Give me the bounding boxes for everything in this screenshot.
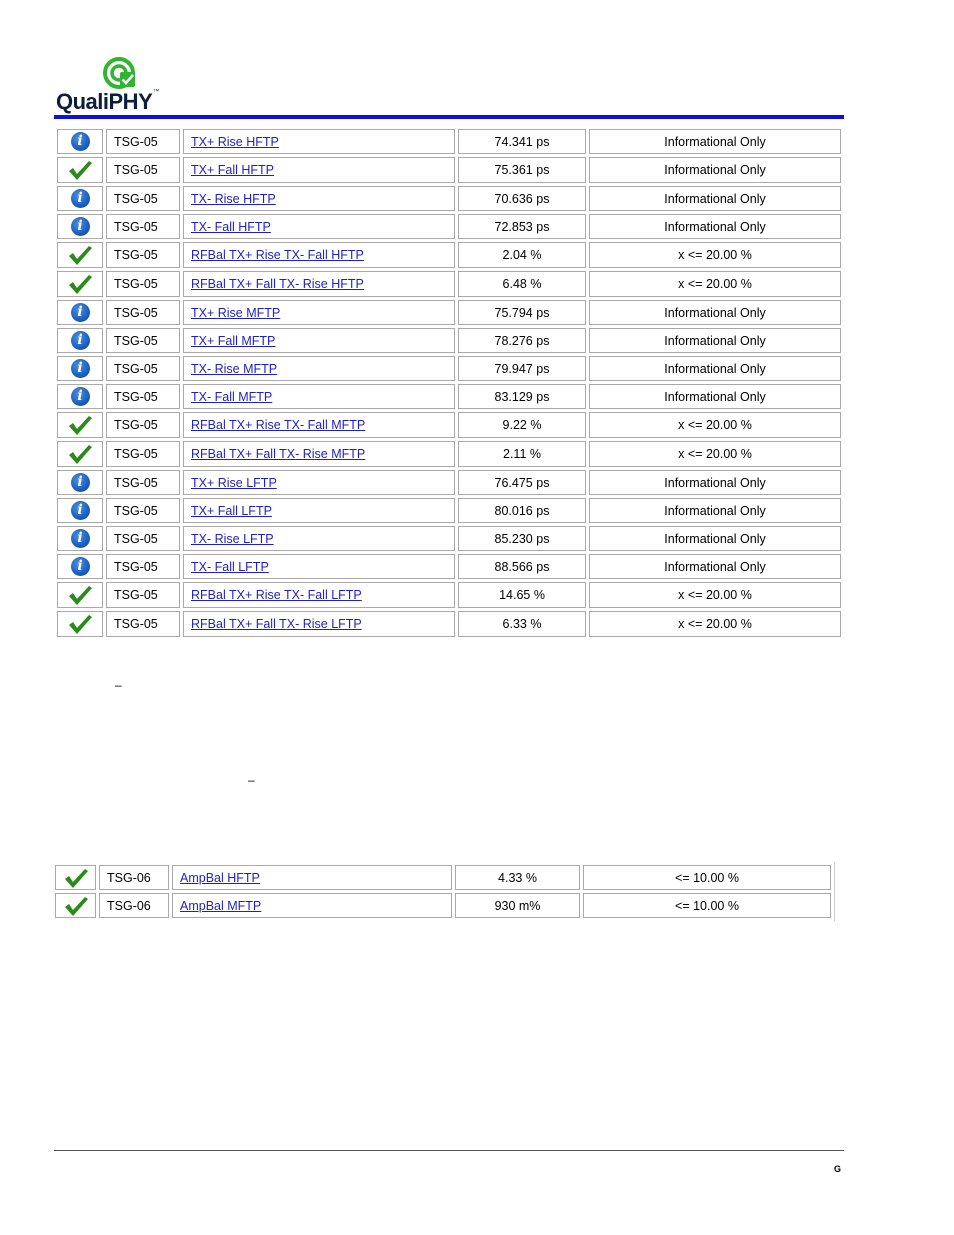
- test-name-cell: [183, 384, 455, 409]
- measured-value-cell: 6.33 %: [458, 611, 586, 637]
- status-cell: [57, 470, 103, 495]
- test-name-link[interactable]: TX- Fall HFTP: [191, 219, 271, 234]
- info-icon: i: [71, 359, 90, 378]
- pass-check-icon: [67, 244, 93, 266]
- limit-cell: x <= 20.00 %: [589, 242, 841, 268]
- test-name-link[interactable]: TX+ Rise MFTP: [191, 305, 281, 320]
- result-row: [57, 328, 841, 353]
- result-row: [57, 356, 841, 381]
- limit-cell: Informational Only: [589, 214, 841, 239]
- result-row: [55, 865, 831, 890]
- test-name-link[interactable]: TX+ Fall LFTP: [191, 503, 272, 518]
- test-name-link[interactable]: RFBal TX+ Fall TX- Rise LFTP: [191, 617, 362, 631]
- test-name-link[interactable]: RFBal TX+ Rise TX- Fall HFTP: [191, 248, 364, 262]
- test-name-link[interactable]: AmpBal HFTP: [180, 870, 260, 885]
- pass-check-icon: [67, 159, 93, 181]
- info-icon: i: [71, 217, 90, 236]
- measured-value-cell: 6.48 %: [458, 271, 586, 297]
- info-icon: i: [71, 331, 90, 350]
- info-icon: i: [71, 132, 90, 151]
- test-name-cell: [183, 157, 455, 183]
- status-cell: [57, 356, 103, 381]
- status-cell: [57, 441, 103, 467]
- status-cell: [57, 186, 103, 211]
- test-name-cell: [183, 242, 455, 268]
- result-row: [57, 186, 841, 211]
- info-icon: i: [71, 473, 90, 492]
- limit-cell: <= 10.00 %: [583, 865, 831, 890]
- status-cell: [57, 129, 103, 154]
- test-name-link[interactable]: RFBal TX+ Fall TX- Rise HFTP: [191, 277, 364, 291]
- measured-value-cell: 80.016 ps: [458, 498, 586, 523]
- result-row: [57, 214, 841, 239]
- measured-value-cell: 2.04 %: [458, 242, 586, 268]
- tsg05-results-table: [54, 126, 844, 640]
- info-icon: i: [71, 189, 90, 208]
- qualiphy-logo: [56, 56, 256, 116]
- status-cell: [55, 893, 96, 918]
- info-icon: i: [71, 387, 90, 406]
- test-name-link[interactable]: TX- Rise MFTP: [191, 361, 278, 376]
- test-name-cell: [183, 300, 455, 325]
- page-marker: G: [834, 1164, 842, 1174]
- limit-cell: Informational Only: [589, 129, 841, 154]
- footer-rule: [54, 1150, 844, 1151]
- test-name-link[interactable]: AmpBal MFTP: [180, 898, 262, 913]
- test-name-link[interactable]: RFBal TX+ Rise TX- Fall MFTP: [191, 418, 366, 432]
- test-name-link[interactable]: TX+ Rise HFTP: [191, 134, 279, 149]
- result-row: [57, 526, 841, 551]
- limit-cell: Informational Only: [589, 526, 841, 551]
- test-id-cell: TSG-06: [99, 893, 169, 918]
- logo-trademark: ™: [153, 89, 159, 95]
- result-row: [57, 611, 841, 637]
- status-cell: [57, 242, 103, 268]
- test-id-cell: TSG-05: [106, 157, 180, 183]
- test-name-cell: [183, 441, 455, 467]
- measured-value-cell: 14.65 %: [458, 582, 586, 608]
- result-row: [57, 157, 841, 183]
- test-name-cell: [183, 526, 455, 551]
- test-name-cell: [183, 328, 455, 353]
- pass-check-icon: [67, 443, 93, 465]
- status-cell: [57, 412, 103, 438]
- test-id-cell: TSG-05: [106, 356, 180, 381]
- test-name-link[interactable]: TX+ Fall MFTP: [191, 333, 276, 348]
- measured-value-cell: 79.947 ps: [458, 356, 586, 381]
- status-cell: [57, 328, 103, 353]
- limit-cell: x <= 20.00 %: [589, 582, 841, 608]
- limit-cell: Informational Only: [589, 300, 841, 325]
- test-name-cell: [183, 611, 455, 637]
- measured-value-cell: 75.794 ps: [458, 300, 586, 325]
- measured-value-cell: 78.276 ps: [458, 328, 586, 353]
- test-id-cell: TSG-05: [106, 526, 180, 551]
- limit-cell: x <= 20.00 %: [589, 441, 841, 467]
- pass-check-icon: [67, 584, 93, 606]
- result-row: [57, 554, 841, 579]
- info-icon: i: [71, 501, 90, 520]
- test-id-cell: TSG-05: [106, 611, 180, 637]
- test-name-link[interactable]: TX- Rise LFTP: [191, 531, 274, 546]
- limit-cell: Informational Only: [589, 384, 841, 409]
- result-row: [57, 300, 841, 325]
- measured-value-cell: 85.230 ps: [458, 526, 586, 551]
- measured-value-cell: 83.129 ps: [458, 384, 586, 409]
- test-id-cell: TSG-05: [106, 328, 180, 353]
- measured-value-cell: 72.853 ps: [458, 214, 586, 239]
- pass-check-icon: [67, 414, 93, 436]
- test-name-cell: [183, 498, 455, 523]
- test-id-cell: TSG-06: [99, 865, 169, 890]
- measured-value-cell: 75.361 ps: [458, 157, 586, 183]
- test-name-cell: [183, 470, 455, 495]
- info-icon: i: [71, 557, 90, 576]
- measured-value-cell: 88.566 ps: [458, 554, 586, 579]
- test-name-cell: [183, 356, 455, 381]
- pass-check-icon: [67, 613, 93, 635]
- test-name-link[interactable]: TX- Fall LFTP: [191, 559, 269, 574]
- stray-dash-2: –: [248, 773, 255, 787]
- status-cell: [57, 300, 103, 325]
- limit-cell: Informational Only: [589, 328, 841, 353]
- status-cell: [57, 554, 103, 579]
- limit-cell: Informational Only: [589, 186, 841, 211]
- result-row: [57, 129, 841, 154]
- pass-check-icon: [67, 273, 93, 295]
- test-name-cell: [183, 129, 455, 154]
- pass-check-icon: [63, 867, 89, 889]
- stray-dash-1: –: [115, 678, 122, 692]
- measured-value-cell: 76.475 ps: [458, 470, 586, 495]
- test-id-cell: TSG-05: [106, 498, 180, 523]
- status-cell: [57, 611, 103, 637]
- test-id-cell: TSG-05: [106, 214, 180, 239]
- status-cell: [55, 865, 96, 890]
- status-cell: [57, 498, 103, 523]
- limit-cell: <= 10.00 %: [583, 893, 831, 918]
- test-name-cell: [183, 214, 455, 239]
- test-id-cell: TSG-05: [106, 129, 180, 154]
- measured-value-cell: 2.11 %: [458, 441, 586, 467]
- info-icon: i: [71, 303, 90, 322]
- header-rule: [54, 115, 844, 119]
- measured-value-cell: 74.341 ps: [458, 129, 586, 154]
- limit-cell: Informational Only: [589, 470, 841, 495]
- test-id-cell: TSG-05: [106, 186, 180, 211]
- test-id-cell: TSG-05: [106, 242, 180, 268]
- limit-cell: x <= 20.00 %: [589, 412, 841, 438]
- result-row: [57, 441, 841, 467]
- test-name-cell: [172, 865, 452, 890]
- test-name-link[interactable]: TX- Rise HFTP: [191, 191, 276, 206]
- logo-target-check-icon: [103, 56, 137, 90]
- test-name-cell: [172, 893, 452, 918]
- limit-cell: x <= 20.00 %: [589, 611, 841, 637]
- test-name-link[interactable]: TX+ Rise LFTP: [191, 475, 277, 490]
- result-row: [57, 412, 841, 438]
- result-row: [57, 582, 841, 608]
- test-name-link[interactable]: TX+ Fall HFTP: [191, 163, 274, 177]
- status-cell: [57, 157, 103, 183]
- measured-value-cell: 4.33 %: [455, 865, 580, 890]
- test-name-cell: [183, 412, 455, 438]
- limit-cell: Informational Only: [589, 498, 841, 523]
- pass-check-icon: [63, 895, 89, 917]
- status-cell: [57, 271, 103, 297]
- test-id-cell: TSG-05: [106, 271, 180, 297]
- result-row: [57, 470, 841, 495]
- measured-value-cell: 9.22 %: [458, 412, 586, 438]
- result-row: [55, 893, 831, 918]
- test-name-link[interactable]: RFBal TX+ Fall TX- Rise MFTP: [191, 447, 366, 461]
- tsg06-results-table: [52, 862, 835, 921]
- limit-cell: x <= 20.00 %: [589, 271, 841, 297]
- measured-value-cell: 70.636 ps: [458, 186, 586, 211]
- result-row: [57, 498, 841, 523]
- test-id-cell: TSG-05: [106, 300, 180, 325]
- test-name-cell: [183, 186, 455, 211]
- test-name-cell: [183, 554, 455, 579]
- test-id-cell: TSG-05: [106, 582, 180, 608]
- test-name-cell: [183, 271, 455, 297]
- status-cell: [57, 384, 103, 409]
- result-row: [57, 242, 841, 268]
- status-cell: [57, 526, 103, 551]
- status-cell: [57, 582, 103, 608]
- limit-cell: Informational Only: [589, 356, 841, 381]
- result-row: [57, 271, 841, 297]
- limit-cell: Informational Only: [589, 157, 841, 183]
- test-id-cell: TSG-05: [106, 412, 180, 438]
- info-icon: i: [71, 529, 90, 548]
- status-cell: [57, 214, 103, 239]
- result-row: [57, 384, 841, 409]
- limit-cell: Informational Only: [589, 554, 841, 579]
- test-name-cell: [183, 582, 455, 608]
- test-id-cell: TSG-05: [106, 554, 180, 579]
- test-name-link[interactable]: TX- Fall MFTP: [191, 389, 273, 404]
- test-id-cell: TSG-05: [106, 441, 180, 467]
- measured-value-cell: 930 m%: [455, 893, 580, 918]
- test-name-link[interactable]: RFBal TX+ Rise TX- Fall LFTP: [191, 588, 362, 602]
- logo-wordmark: [56, 89, 159, 115]
- test-id-cell: TSG-05: [106, 470, 180, 495]
- test-id-cell: TSG-05: [106, 384, 180, 409]
- logo-text: QualiPHY: [56, 89, 153, 114]
